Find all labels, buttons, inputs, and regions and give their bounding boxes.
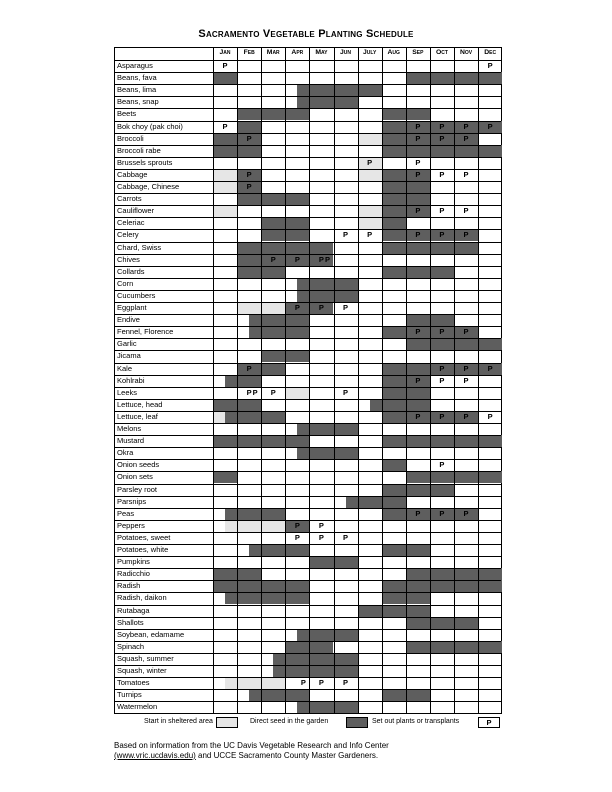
row-divider <box>115 145 501 146</box>
row-divider <box>115 689 501 690</box>
row-divider <box>115 496 501 497</box>
transplant-mark: P <box>439 206 445 216</box>
row-label: Onion sets <box>117 472 153 482</box>
row-label: Jicama <box>117 351 141 361</box>
transplant-mark: P <box>222 121 228 131</box>
month-header: July <box>362 49 377 56</box>
row-divider <box>115 205 501 206</box>
row-divider <box>115 411 501 412</box>
row-label: Beets <box>117 109 137 119</box>
row-divider <box>115 568 501 569</box>
row-divider <box>115 254 501 255</box>
transplant-mark: P <box>246 387 252 397</box>
row-divider <box>115 169 501 170</box>
row-divider <box>115 302 501 303</box>
row-label: Beans, lima <box>117 85 157 95</box>
month-header: Nov <box>459 49 473 56</box>
row-divider <box>115 423 501 424</box>
direct-seed-cell <box>225 508 285 520</box>
transplant-mark: P <box>439 169 445 179</box>
transplant-mark: P <box>318 303 324 312</box>
row-label: Celery <box>117 230 139 240</box>
row-divider <box>115 701 501 702</box>
month-divider <box>382 48 383 713</box>
transplant-mark: P <box>367 230 373 240</box>
row-label: Potatoes, sweet <box>117 532 171 542</box>
row-divider <box>115 133 501 134</box>
direct-seed-cell <box>382 580 503 592</box>
direct-seed-cell <box>297 290 357 302</box>
sheltered-cell <box>285 387 309 399</box>
row-label: Brussels sprouts <box>117 157 173 167</box>
month-header: Aug <box>387 49 400 56</box>
transplant-mark: P <box>439 230 445 240</box>
row-label: Lettuce, head <box>117 399 163 409</box>
row-label: Chives <box>117 254 140 264</box>
row-divider <box>115 121 501 122</box>
transplant-mark: P <box>415 169 421 179</box>
transplant-mark: P <box>463 375 469 385</box>
row-label: Cabbage <box>117 169 148 179</box>
sheltered-cell <box>213 181 237 193</box>
source-line-1: Based on information from the UC Davis Vegetable Research and Info Center <box>114 741 389 750</box>
row-label: Squash, summer <box>117 653 174 663</box>
sheltered-cell <box>358 205 382 217</box>
legend-transplant-swatch: P <box>478 717 500 728</box>
transplant-mark: P <box>415 157 421 167</box>
row-label: Okra <box>117 448 134 458</box>
transplant-mark: P <box>318 254 324 264</box>
month-header: Mar <box>266 49 280 56</box>
direct-seed-cell <box>225 375 261 387</box>
row-label: Asparagus <box>117 61 153 70</box>
sheltered-cell <box>358 169 382 181</box>
row-divider <box>115 471 501 472</box>
direct-seed-cell <box>249 326 309 338</box>
direct-seed-cell <box>249 544 309 556</box>
transplant-mark: P <box>318 532 324 542</box>
transplant-mark: P <box>246 169 252 179</box>
row-label: Bok choy (pak choi) <box>117 121 183 131</box>
row-label: Fennel, Florence <box>117 327 174 337</box>
legend-direct-swatch <box>346 717 368 728</box>
transplant-mark: P <box>415 411 421 421</box>
row-label: Pumpkins <box>117 557 150 567</box>
row-divider <box>115 459 501 460</box>
row-divider <box>115 532 501 533</box>
source-line-2: and UCCE Sacramento County Master Gardeners. <box>195 751 379 760</box>
direct-seed-cell <box>297 96 357 108</box>
transplant-mark: P <box>367 157 373 167</box>
month-divider <box>358 48 359 713</box>
row-divider <box>115 653 501 654</box>
month-divider <box>454 48 455 713</box>
transplant-mark: P <box>343 230 349 240</box>
transplant-mark: P <box>343 678 349 688</box>
row-divider <box>115 677 501 678</box>
label-divider <box>213 48 214 713</box>
month-divider <box>285 48 286 713</box>
month-divider <box>406 48 407 713</box>
row-label: Radicchio <box>117 569 150 579</box>
transplant-mark: P <box>246 363 252 373</box>
transplant-mark: P <box>439 327 445 337</box>
transplant-mark: P <box>415 230 421 240</box>
transplant-mark: P <box>463 121 469 131</box>
row-divider <box>115 157 501 158</box>
direct-seed-cell <box>297 423 357 435</box>
row-label: Potatoes, white <box>117 545 169 554</box>
direct-seed-cell <box>237 108 309 120</box>
row-divider <box>115 592 501 593</box>
row-label: Leeks <box>117 387 138 397</box>
transplant-mark: P <box>294 303 300 312</box>
row-label: Chard, Swiss <box>117 242 162 252</box>
transplant-mark: P <box>439 411 445 421</box>
row-divider <box>115 108 501 109</box>
row-divider <box>115 326 501 327</box>
direct-seed-cell <box>237 193 309 205</box>
transplant-mark: P <box>343 303 349 312</box>
row-label: Peppers <box>117 520 145 530</box>
row-divider <box>115 387 501 388</box>
transplant-mark: P <box>487 61 493 70</box>
transplant-mark: P <box>294 254 300 264</box>
legend <box>114 717 502 731</box>
transplant-mark: P <box>463 327 469 337</box>
transplant-mark: P <box>415 133 421 143</box>
row-label: Mustard <box>117 436 145 446</box>
row-divider <box>115 629 501 630</box>
transplant-mark: P <box>487 411 493 421</box>
row-divider <box>115 617 501 618</box>
transplant-mark: P <box>463 363 469 373</box>
transplant-mark: P <box>463 133 469 143</box>
direct-seed-cell <box>346 496 406 508</box>
row-label: Cucumbers <box>117 290 156 300</box>
month-header: Apr <box>291 49 304 56</box>
legend-sheltered-label: Start in sheltered area <box>144 718 213 725</box>
month-divider <box>478 48 479 713</box>
row-label: Spinach <box>117 641 145 651</box>
row-label: Onion seeds <box>117 460 160 470</box>
direct-seed-cell <box>406 617 478 629</box>
row-label: Radish, daikon <box>117 593 167 603</box>
direct-seed-cell <box>370 399 430 411</box>
row-divider <box>115 484 501 485</box>
month-header: Sep <box>412 49 424 56</box>
month-divider <box>334 48 335 713</box>
row-label: Broccoli rabe <box>117 145 161 155</box>
month-header: Jan <box>219 49 231 56</box>
direct-seed-cell <box>213 471 237 483</box>
sheltered-cell <box>213 169 237 181</box>
row-label: Cabbage, Chinese <box>117 182 180 191</box>
month-divider <box>261 48 262 713</box>
transplant-mark: P <box>222 61 228 70</box>
transplant-mark: P <box>439 121 445 131</box>
transplant-mark: P <box>439 508 445 518</box>
row-divider <box>115 314 501 315</box>
row-divider <box>115 60 501 61</box>
direct-seed-cell <box>358 605 430 617</box>
transplant-mark: P <box>294 520 300 530</box>
sheltered-cell <box>225 677 285 689</box>
transplant-mark: P <box>415 121 421 131</box>
transplant-mark: P <box>463 230 469 240</box>
row-divider <box>115 375 501 376</box>
transplant-mark: P <box>439 363 445 373</box>
row-divider <box>115 72 501 73</box>
direct-seed-cell <box>382 459 406 471</box>
month-divider <box>309 48 310 713</box>
row-label: Rutabaga <box>117 605 150 615</box>
row-divider <box>115 665 501 666</box>
row-label: Parsley root <box>117 484 158 494</box>
transplant-mark: P <box>246 133 252 143</box>
row-label: Beans, snap <box>117 97 159 107</box>
transplant-mark: P <box>300 678 306 688</box>
row-divider <box>115 435 501 436</box>
transplant-mark: P <box>487 363 493 373</box>
transplant-mark: P <box>463 508 469 518</box>
direct-seed-cell <box>297 447 357 459</box>
row-label: Melons <box>117 424 142 433</box>
row-divider <box>115 605 501 606</box>
month-divider <box>237 48 238 713</box>
direct-seed-cell <box>382 435 503 447</box>
direct-seed-cell <box>297 701 357 713</box>
row-label: Carrots <box>117 194 142 204</box>
row-label: Tomatoes <box>117 678 150 688</box>
row-label: Shallots <box>117 617 144 627</box>
row-divider <box>115 229 501 230</box>
row-label: Endive <box>117 315 140 325</box>
row-label: Lettuce, leaf <box>117 411 158 421</box>
row-label: Turnips <box>117 690 142 700</box>
row-label: Cauliflower <box>117 206 155 216</box>
row-label: Beans, fava <box>117 73 157 83</box>
row-divider <box>115 544 501 545</box>
row-divider <box>115 350 501 351</box>
transplant-mark: P <box>415 375 421 385</box>
row-label: Celeriac <box>117 218 145 228</box>
transplant-mark: P <box>463 411 469 421</box>
row-label: Soybean, edamame <box>117 629 185 639</box>
legend-direct-label: Direct seed in the garden <box>250 718 329 725</box>
row-divider <box>115 580 501 581</box>
transplant-mark: P <box>415 508 421 518</box>
legend-sheltered-swatch <box>216 717 238 728</box>
transplant-mark: P <box>487 121 493 131</box>
transplant-mark: P <box>324 254 330 264</box>
sheltered-cell <box>213 205 237 217</box>
row-label: Broccoli <box>117 133 144 143</box>
direct-seed-cell <box>297 629 357 641</box>
row-label: Eggplant <box>117 303 147 312</box>
transplant-mark: P <box>343 387 349 397</box>
row-label: Kohlrabi <box>117 375 145 385</box>
month-header: Dec <box>484 49 497 56</box>
direct-seed-cell <box>382 217 406 229</box>
row-divider <box>115 181 501 182</box>
row-label: Garlic <box>117 339 137 349</box>
transplant-mark: P <box>294 532 300 542</box>
transplant-mark: P <box>439 133 445 143</box>
row-divider <box>115 290 501 291</box>
row-divider <box>115 556 501 557</box>
direct-seed-cell <box>382 484 454 496</box>
row-divider <box>115 399 501 400</box>
direct-seed-cell <box>382 145 503 157</box>
row-label: Radish <box>117 581 141 591</box>
direct-seed-cell <box>249 689 309 701</box>
row-divider <box>115 266 501 267</box>
transplant-mark: P <box>463 206 469 216</box>
row-label: Squash, winter <box>117 666 167 675</box>
month-header: Oct <box>435 49 448 56</box>
row-label: Peas <box>117 508 135 518</box>
direct-seed-cell <box>225 411 285 423</box>
direct-seed-cell <box>297 278 357 290</box>
transplant-mark: P <box>439 375 445 385</box>
transplant-mark: P <box>318 678 324 688</box>
row-label: Parsnips <box>117 496 147 506</box>
legend-transplant-label: Set out plants or transplants <box>372 718 460 725</box>
row-divider <box>115 96 501 97</box>
transplant-mark: P <box>415 206 421 216</box>
transplant-mark: P <box>415 327 421 337</box>
row-divider <box>115 520 501 521</box>
month-header: Jun <box>340 49 352 56</box>
row-divider <box>115 84 501 85</box>
transplant-mark: P <box>252 387 258 397</box>
transplant-mark: P <box>246 182 252 191</box>
page-title: Sacramento Vegetable Planting Schedule <box>198 28 414 40</box>
row-label: Corn <box>117 278 134 288</box>
planting-schedule-table <box>114 47 502 714</box>
row-divider <box>115 338 501 339</box>
row-divider <box>115 641 501 642</box>
month-divider <box>430 48 431 713</box>
row-label: Watermelon <box>117 702 158 712</box>
month-header: Feb <box>243 49 255 56</box>
source-note <box>114 741 514 761</box>
row-divider <box>115 193 501 194</box>
transplant-mark: P <box>463 169 469 179</box>
transplant-mark: P <box>439 460 445 470</box>
row-divider <box>115 363 501 364</box>
source-link[interactable]: (www.vric.ucdavis.edu) <box>114 751 196 760</box>
direct-seed-cell <box>249 314 309 326</box>
sheltered-cell <box>358 217 382 229</box>
sheltered-cell <box>358 133 382 145</box>
direct-seed-cell <box>382 266 454 278</box>
row-label: Kale <box>117 363 133 373</box>
row-divider <box>115 508 501 509</box>
row-divider <box>115 447 501 448</box>
direct-seed-cell <box>213 72 237 84</box>
row-divider <box>115 217 501 218</box>
direct-seed-cell <box>237 121 261 133</box>
row-divider <box>115 278 501 279</box>
month-header: May <box>315 49 328 56</box>
transplant-mark: P <box>270 387 276 397</box>
row-label: Collards <box>117 266 145 276</box>
row-divider <box>115 242 501 243</box>
sheltered-cell <box>225 520 285 532</box>
transplant-mark: P <box>343 532 349 542</box>
transplant-mark: P <box>270 254 276 264</box>
transplant-mark: P <box>318 520 324 530</box>
